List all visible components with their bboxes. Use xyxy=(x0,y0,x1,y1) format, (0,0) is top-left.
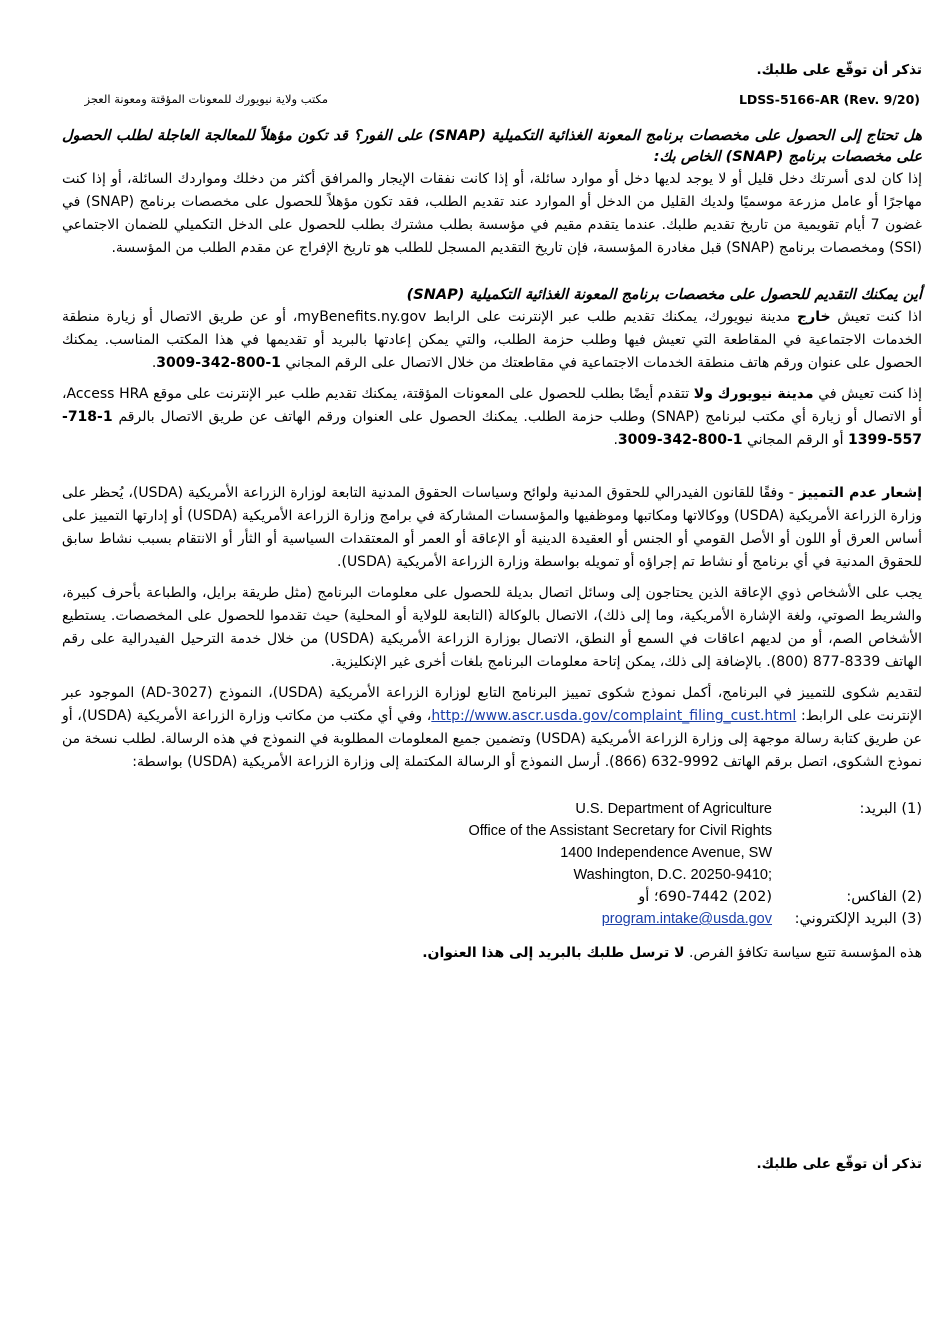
fax-label: (2) الفاكس: xyxy=(846,889,922,905)
mail-address-line: U.S. Department of Agriculture xyxy=(575,801,772,817)
sign-reminder-top: تذكر أن توقّع على طلبك. xyxy=(756,62,922,78)
text-run: أو الرقم المجاني xyxy=(742,432,848,448)
sign-reminder-bottom: تذكر أن توقّع على طلبك. xyxy=(756,1156,922,1172)
emphasis-nyc: مدينة نيويورك xyxy=(717,386,814,402)
text-run: مدينة نيويورك، يمكنك تقديم طلب عبر الإنترنت على الرابط myBenefits.ny.gov، أو عن طريق الاتصال أو زيارة منطقة الخدمات الاجتماعية في المقاطعة التي تعيش فيها وطلب حزمة الطلب، والتي يمكن إعادتها بالبريد أو تقديمها في هذا المكتب المناسب. يمكنك الحصول على عنوان ورقم هاتف منطقة الخدمات الاجتماعية في مقاطعتك من خلال الاتصال على الرقم المجاني xyxy=(62,309,922,371)
nondiscrimination-paragraph-2: يجب على الأشخاص ذوي الإعاقة الذين يحتاجون إلى وسائل اتصال بديلة للحصول على معلومات البرنامج (مثل طريقة برايل، والطباعة بأحرف كبيرة، والشريط الصوتي، ولغة الإشارة الأمريكية، وما إلى ذلك)، الاتصال بالوكالة (التابعة للولاية أو المحلية) حيث تقدموا للحصول على المخصصات. يستطيع الأشخاص الصم، أو من لديهم اعاقات في السمع أو النطق، الاتصال بوزارة الزراعة الأمريكية (USDA) من خلال خدمة الترحيل الفيدرالية على رقم الهاتف 8339-877 (800). بالإضافة إلى ذلك، يمكن إتاحة معلومات البرنامج بلغات أخرى غير الإنكليزية. xyxy=(62,585,922,670)
expedited-body: إذا كان لدى أسرتك دخل قليل أو لا يوجد لديها دخل أو موارد سائلة، أو إذا كانت نفقات الإيجار والمرافق أكثر من دخلك ومواردك السائلة، أو إذا كنت مهاجرًا أو عامل مزرعة موسميًا ولديك القليل من الدخل أو الموارد عند تقديم الطلب، فقد تكون مؤهلاً للحصول على مخصصات برنامج (SNAP) في غضون 7 أيام تقويمية من تاريخ تقديم طلبك. عندما يتقدم مقيم في مؤسسة بطلب مشترك بطلب للحصول على الدخل التكميلي للضمان الاجتماعي (SSI) ومخصصات برنامج (SNAP) قبل مغادرة المؤسسة، فإن تاريخ التقديم المسجل للطلب هو تاريخ الإفراج عن مقدم الطلب من المؤسسة. xyxy=(62,171,923,256)
nyc-phone: 1-718-557-1399 xyxy=(62,409,922,448)
mail-address-line: Washington, D.C. 20250-9410; xyxy=(573,867,772,883)
nondiscrimination-title: إشعار عدم التمييز xyxy=(798,485,922,501)
mail-address-line: 1400 Independence Avenue, SW xyxy=(560,845,772,861)
fax-number: (202) 690-7442؛ أو xyxy=(638,889,772,905)
where-to-apply-heading: أين يمكنك التقديم للحصول على مخصصات برنامج المعونة الغذائية التكميلية (SNAP) xyxy=(406,287,922,303)
mail-address-line: Office of the Assistant Secretary for Civil Rights xyxy=(468,823,772,839)
emphasis-outside: خارج xyxy=(797,309,831,325)
nyc-paragraph xyxy=(62,383,922,452)
complaint-form-link[interactable]: http://www.ascr.usda.gov/complaint_filing_cust.html xyxy=(431,708,797,724)
equal-opportunity-statement xyxy=(140,942,922,964)
agency-name: مكتب ولاية نيويورك للمعونات المؤقتة ومعونة العجز xyxy=(84,92,328,106)
expedited-heading: هل تحتاج إلى الحصول على مخصصات برنامج المعونة الغذائية التكميلية (SNAP) على الفور؟ قد تكون مؤهلاً للمعالجة العاجلة لطلب الحصول على مخصصات برنامج (SNAP) الخاص بك: xyxy=(62,128,922,165)
email-label: (3) البريد الإلكتروني: xyxy=(794,911,922,927)
text-run: لتقديم شكوى للتمييز في البرنامج، أكمل نموذج شكوى تمييز البرنامج التابع لوزارة الزراعة الأمريكية (USDA)، النموذج (AD-3027) الموجود عبر الإنترنت على الرابط: xyxy=(62,685,922,724)
expedited-section xyxy=(62,126,922,266)
toll-free-phone-nyc: 1-800-342-3009 xyxy=(617,432,743,448)
text-run: . xyxy=(151,355,157,371)
text-run: اذا كنت تعيش xyxy=(830,309,922,325)
text-run: تتقدم أيضًا بطلب للحصول على المعونات المؤقتة، يمكنك تقديم طلب عبر الإنترنت على موقع Access HRA، أو الاتصال أو زيارة أي مكتب لبرنامج (SNAP) وطلب حزمة الطلب. يمكنك الحصول على العنوان ورقم الهاتف عن طريق الاتصال بالرقم xyxy=(62,386,922,425)
mail-label: (1) البريد: xyxy=(859,801,922,817)
text-run: هذه المؤسسة تتبع سياسة تكافؤ الفرص. xyxy=(684,945,922,961)
nondiscrimination-paragraph-3 xyxy=(62,682,922,774)
text-run: إذا كنت تعيش في xyxy=(813,386,922,402)
where-to-apply-section xyxy=(62,285,922,458)
text-run: - وفقًا للقانون الفيدرالي للحقوق المدنية ولوائح وسياسات الحقوق المدنية التابعة لوزارة الزراعة الأمريكية (USDA)، يُحظر على وزارة الزراعة الأمريكية (USDA) ووكالاتها ومكاتبها وموظفيها والمؤسسات المشاركة في برامج وزارة الزراعة الأمريكية (USDA) أو إدارتها التمييز على أساس العرق أو اللون أو الأصل القومي أو الجنس أو العقيدة الدينية أو الإعاقة أو العمر أو المعتقدات السياسية أو الثأر أو الانتقام بسبب نشاط سابق للحقوق المدنية في أي برنامج أو نشاط تم إجراؤه أو تمويله بواسطة وزارة الزراعة الأمريكية (USDA). xyxy=(62,485,922,570)
emphasis-not: ولا xyxy=(693,386,713,402)
text-run: ، وفي أي مكتب من مكاتب وزارة الزراعة الأمريكية (USDA)، أو عن طريق كتابة رسالة موجهة إلى وزارة الزراعة الأمريكية (USDA) وتضمين جميع المعلومات المطلوبة في النموذج في هذه الرسالة. لطلب نسخة من نموذج الشكوى، اتصل برقم الهاتف 9992-632 (866). أرسل النموذج أو الرسالة المكتملة إلى وزارة الزراعة الأمريكية (USDA) بواسطة: xyxy=(62,708,922,770)
do-not-mail-warning: لا ترسل طلبك بالبريد إلى هذا العنوان. xyxy=(422,945,685,961)
form-id: LDSS-5166-AR (Rev. 9/20) xyxy=(738,92,920,107)
nondiscrimination-paragraph-1 xyxy=(62,482,922,574)
toll-free-phone: 1-800-342-3009 xyxy=(156,355,281,371)
outside-nyc-paragraph xyxy=(62,306,922,375)
nondiscrimination-section xyxy=(62,482,922,780)
mail-address xyxy=(468,798,772,886)
email-link[interactable]: program.intake@usda.gov xyxy=(601,911,772,927)
text-run: . xyxy=(613,432,618,448)
